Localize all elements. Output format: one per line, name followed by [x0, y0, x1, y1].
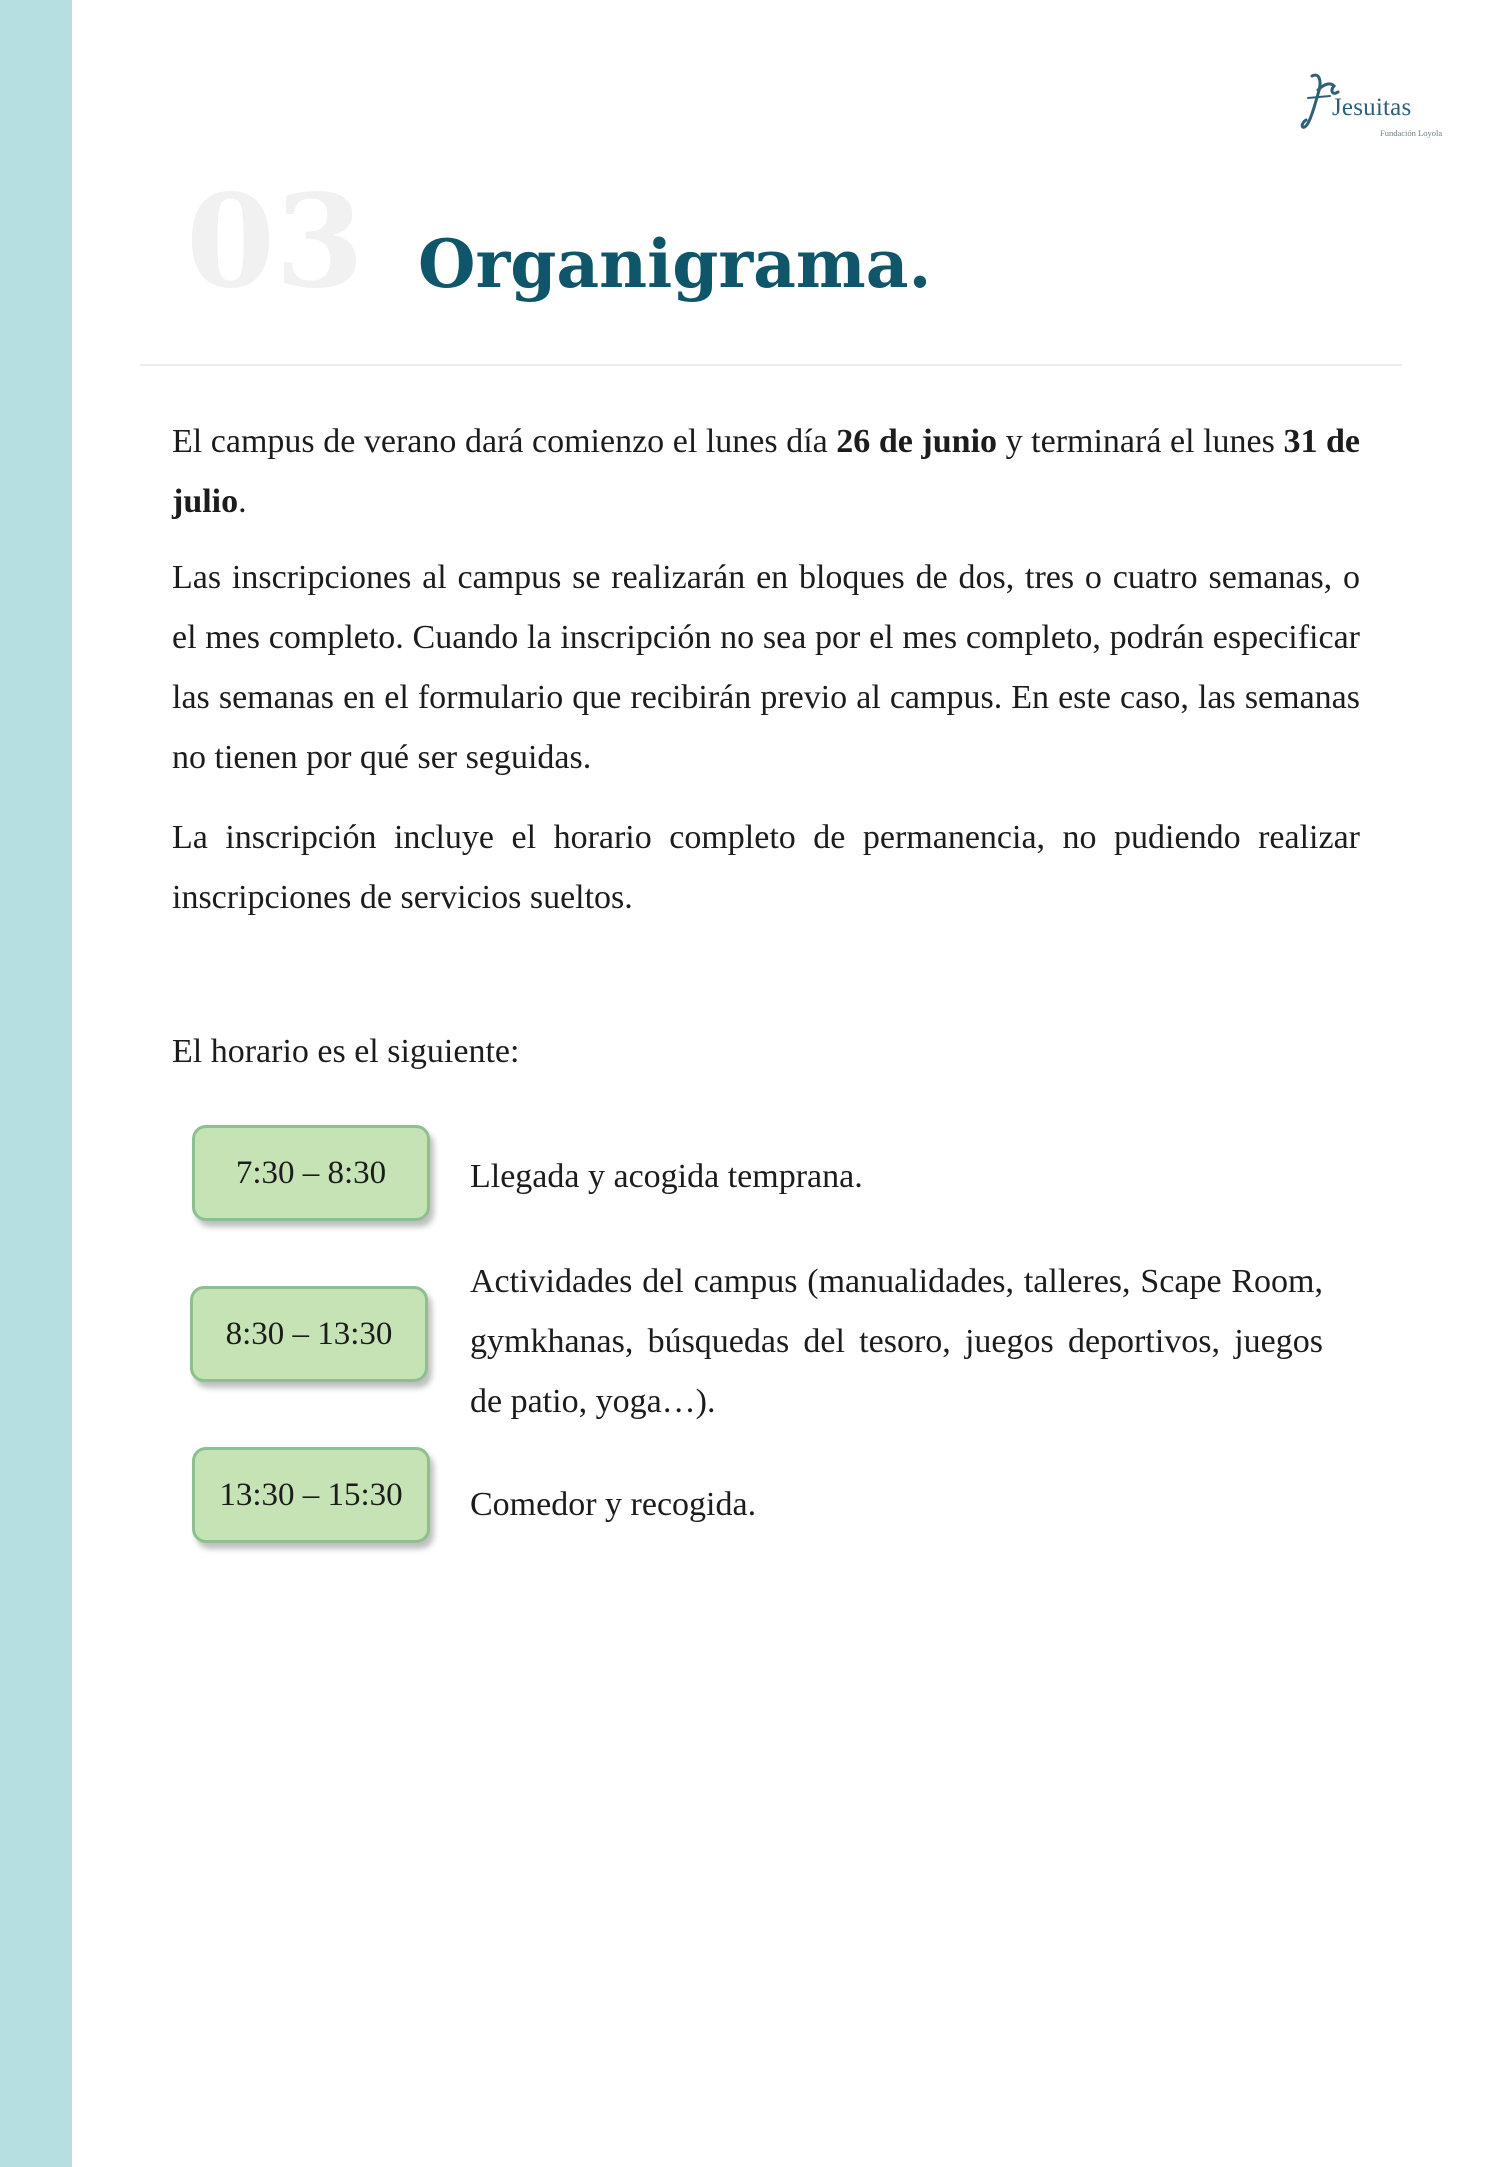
section-number: 03: [186, 167, 365, 317]
intro-paragraph: [172, 412, 1360, 532]
start-date: 26 de junio: [836, 423, 998, 460]
time-badge: 13:30 – 15:30: [192, 1447, 430, 1543]
page-title: Organigrama.: [418, 225, 932, 303]
title-divider: [140, 364, 1402, 366]
schedule-inclusion-paragraph: La inscripción incluye el horario completo de permanencia, no pudiendo realizar inscripciones de servicios sueltos.: [172, 819, 1360, 916]
end-date: 31 de julio: [172, 423, 1361, 520]
logo-subtitle: Fundación Loyola: [1380, 128, 1443, 138]
time-badge: 8:30 – 13:30: [190, 1286, 428, 1382]
jesuitas-logo: [1300, 68, 1460, 148]
schedule-activity: Actividades del campus (manualidades, talleres, Scape Room, gymkhanas, búsquedas del tesoro, juegos deportivos, juegos de patio, yoga…).: [470, 1263, 1323, 1420]
schedule-activity: Comedor y recogida.: [470, 1486, 757, 1523]
intro-text-3: .: [238, 483, 247, 520]
time-badge: 7:30 – 8:30: [192, 1125, 430, 1221]
left-accent-bar: [0, 0, 72, 2167]
schedule-activity: Llegada y acogida temprana.: [470, 1158, 863, 1195]
intro-text-1: El campus de verano dará comienzo el lunes día: [172, 423, 837, 460]
enrollment-paragraph: Las inscripciones al campus se realizarán en bloques de dos, tres o cuatro semanas, o el mes completo. Cuando la inscripción no sea por el mes completo, podrán especificar las semanas en el formulario que recibirán previo al campus. En este caso, las semanas no tienen por qué ser seguidas.: [172, 559, 1360, 776]
schedule-intro: El horario es el siguiente:: [172, 1033, 520, 1070]
intro-text-2: y terminará el lunes: [997, 423, 1284, 460]
logo-wordmark: Jesuitas: [1332, 94, 1412, 121]
